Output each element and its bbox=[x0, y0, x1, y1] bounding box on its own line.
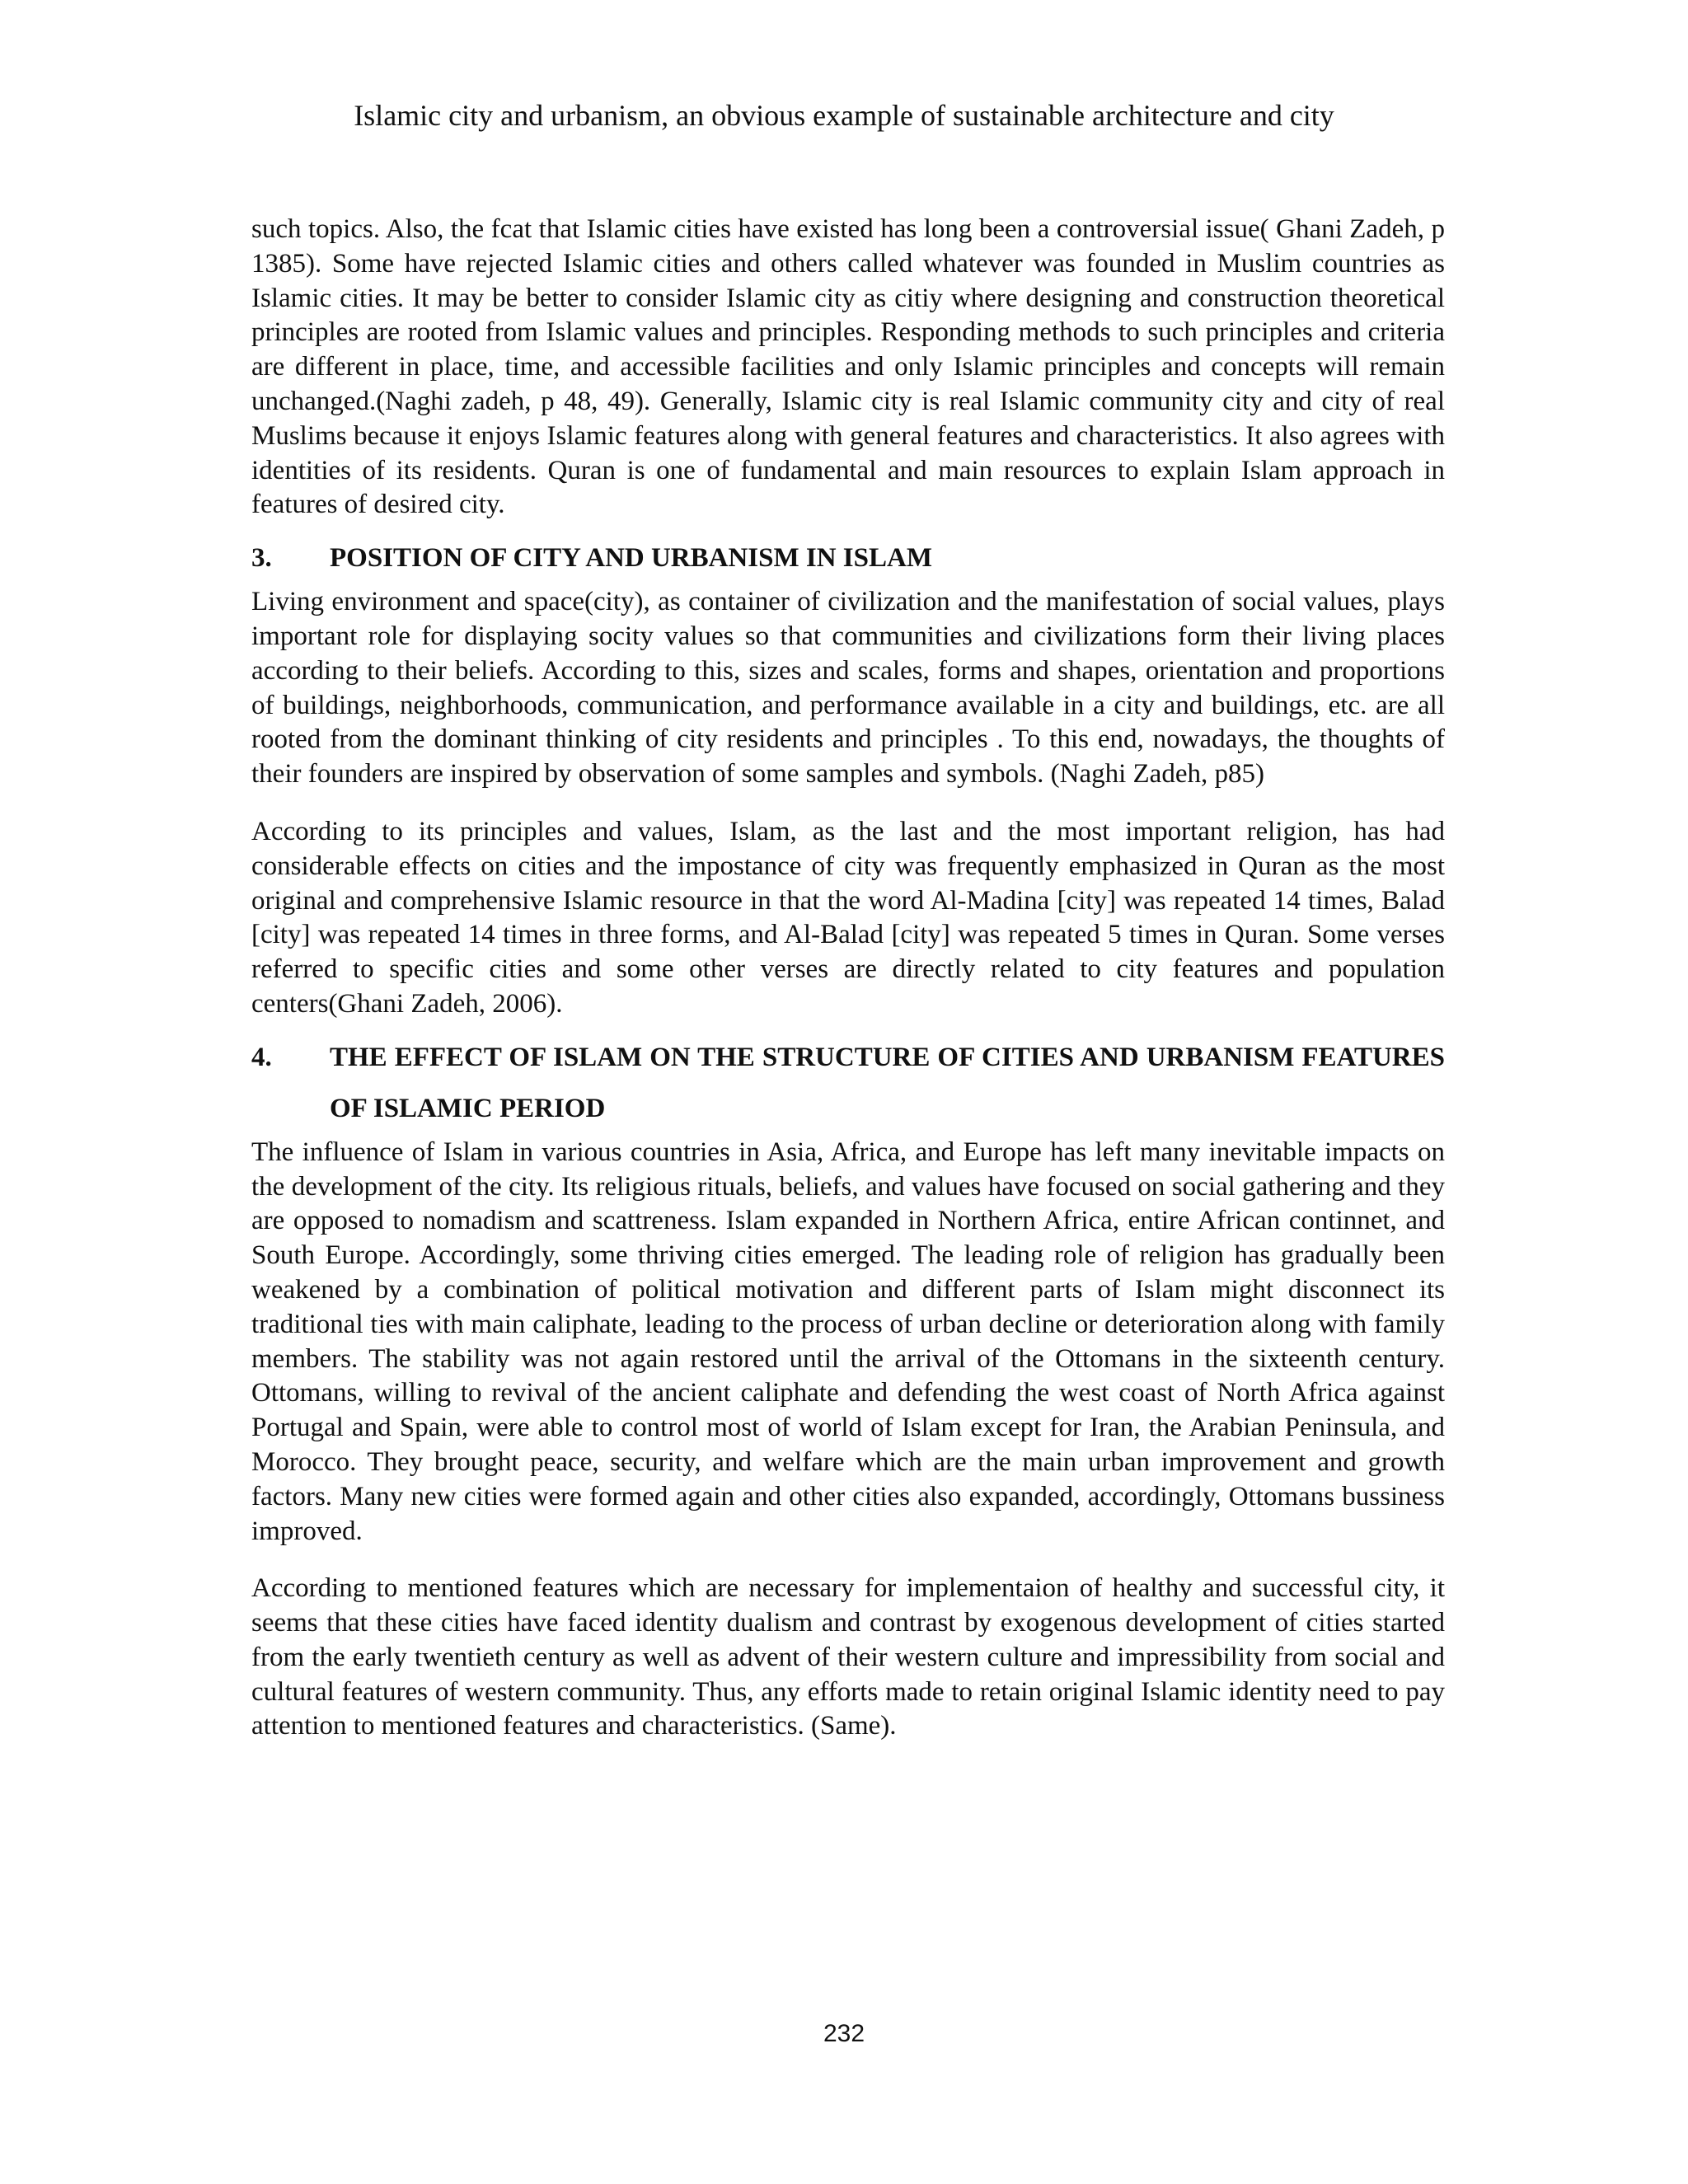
section-3-title: POSITION OF CITY AND URBANISM IN ISLAM bbox=[330, 543, 932, 574]
section-3-number: 3. bbox=[251, 543, 272, 574]
section-3-heading bbox=[251, 532, 1445, 583]
section-3-paragraph-2: According to its principles and values, Islam, as the last and the most important religion, has had considerable effects on cities and the impostance of city was frequently emphasized in Quran as the most original and comprehensive Islamic resource in that the word Al-Madina [city] was repeated 14 times, Balad [city] was repeated 14 times in three forms, and Al-Balad [city] was repeated 5 times in Quran. Some verses referred to specific cities and some other verses are directly related to city features and population centers(Ghani Zadeh, 2006). bbox=[251, 816, 1445, 1019]
intro-paragraph: such topics. Also, the fcat that Islamic cities have existed has long been a controversial issue( Ghani Zadeh, p 1385). Some have rejected Islamic cities and others called whatever was founded in Muslim countries as Islamic cities. It may be better to consider Islamic city as citiy where designing and construction theoretical principles are rooted from Islamic values and principles. Responding methods to such principles and criteria are different in place, time, and accessible facilities and only Islamic principles and concepts will remain unchanged.(Naghi zadeh, p 48, 49). Generally, Islamic city is real Islamic community city and city of real Muslims because it enjoys Islamic features along with general features and characteristics. It also agrees with identities of its residents. Quran is one of fundamental and main resources to explain Islam approach in features of desired city. bbox=[251, 214, 1445, 520]
section-4-paragraph-1: The influence of Islam in various countries in Asia, Africa, and Europe has left many inevitable impacts on the development of the city. Its religious rituals, beliefs, and values have focused on social gathering and they are opposed to nomadism and scattreness. Islam expanded in Northern Africa, entire African continnet, and South Europe. Accordingly, some thriving cities emerged. The leading role of religion has gradually been weakened by a combination of political motivation and different parts of Islam might disconnect its traditional ties with main caliphate, leading to the process of urban decline or deterioration along with family members. The stability was not again restored until the arrival of the Ottomans in the sixteenth century. Ottomans, willing to revival of the ancient caliphate and defending the west coast of North Africa against Portugal and Spain, were able to control most of world of Islam except for Iran, the Arabian Peninsula, and Morocco. They brought peace, security, and welfare which are the main urban improvement and growth factors. Many new cities were formed again and other cities also expanded, accordingly, Ottomans bussiness improved. bbox=[251, 1137, 1445, 1546]
running-header: Islamic city and urbanism, an obvious example of sustainable architecture and city bbox=[354, 99, 1334, 132]
section-4-heading bbox=[251, 1032, 1445, 1134]
page-number: 232 bbox=[823, 2020, 865, 2047]
section-4-paragraph-2: According to mentioned features which are necessary for implementaion of healthy and successful city, it seems that these cities have faced identity dualism and contrast by exogenous development of cities started from the early twentieth century as well as advent of their western culture and impressibility from social and cultural features of western community. Thus, any efforts made to retain original Islamic identity need to pay attention to mentioned features and characteristics. (Same). bbox=[251, 1573, 1445, 1741]
section-4-number: 4. bbox=[251, 1042, 272, 1072]
body-text bbox=[251, 213, 1445, 1744]
section-4-title: THE EFFECT OF ISLAM ON THE STRUCTURE OF CITIES AND URBANISM FEATURES OF ISLAMIC PERIOD bbox=[330, 1042, 1445, 1123]
section-3-paragraph-1: Living environment and space(city), as container of civilization and the manifestation of social values, plays important role for displaying socity values so that communities and civilizations form their living places according to their beliefs. According to this, sizes and scales, forms and shapes, orientation and proportions of buildings, neighborhoods, communication, and performance available in a city and buildings, etc. are all rooted from the dominant thinking of city residents and principles . To this end, nowadays, the thoughts of their founders are inspired by observation of some samples and symbols. (Naghi Zadeh, p85) bbox=[251, 587, 1445, 790]
